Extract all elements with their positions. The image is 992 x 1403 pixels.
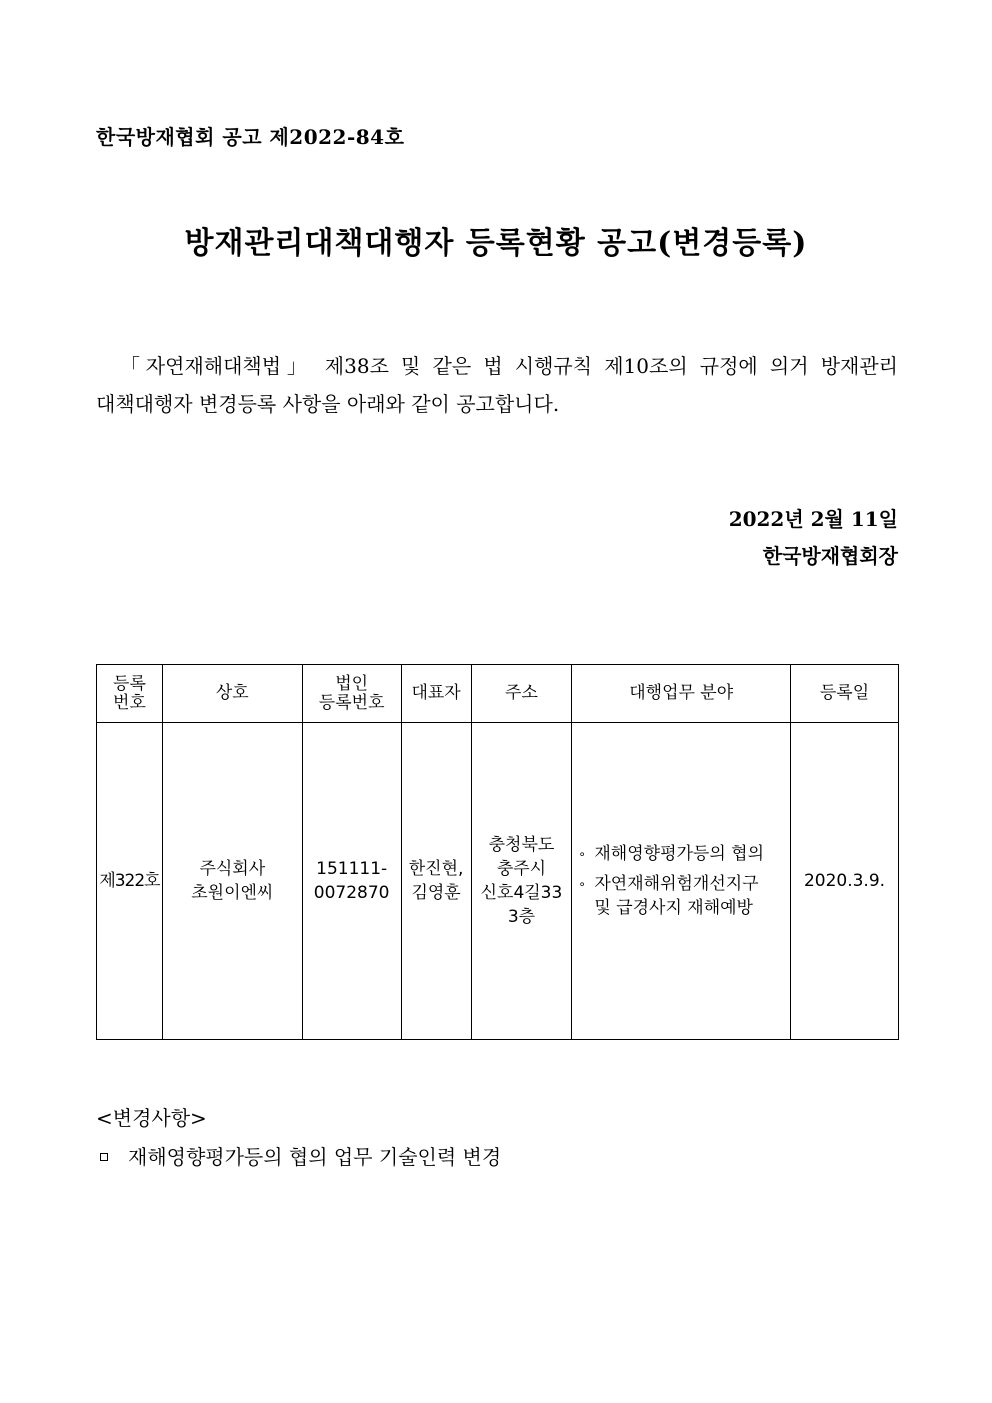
corp-reg-line2: 0072870 bbox=[313, 883, 390, 903]
header-reg-date: 등록일 bbox=[791, 665, 899, 723]
business-item bbox=[578, 872, 788, 896]
cell-representative bbox=[401, 723, 471, 1040]
header-reg-no bbox=[97, 665, 163, 723]
header-corp-reg bbox=[302, 665, 401, 723]
issuer-name: 한국방재협회장 bbox=[762, 544, 898, 568]
header-corp-reg-line2: 등록번호 bbox=[318, 692, 385, 713]
business-item-text: 자연재해위험개선지구 bbox=[594, 874, 759, 894]
address-line3: 신호4길33 bbox=[480, 883, 563, 903]
table-header-row bbox=[97, 665, 899, 723]
cell-company bbox=[162, 723, 302, 1040]
cell-business-field bbox=[572, 723, 791, 1040]
header-reg-no-line1: 등록 bbox=[113, 673, 146, 694]
registration-table bbox=[96, 664, 899, 1040]
cell-address bbox=[471, 723, 572, 1040]
notice-date: 2022년 2월 11일 bbox=[728, 507, 898, 531]
cell-reg-no: 제322호 bbox=[97, 723, 163, 1040]
cell-corp-reg bbox=[302, 723, 401, 1040]
changes-heading: <변경사항> bbox=[96, 1106, 207, 1130]
notice-number: 한국방재협회 공고 제2022-84호 bbox=[96, 125, 405, 149]
business-item-text-continued: 및 급경사지 재해예방 bbox=[594, 898, 753, 918]
corp-reg-line1: 151111- bbox=[316, 859, 388, 879]
header-company: 상호 bbox=[162, 665, 302, 723]
header-representative: 대표자 bbox=[401, 665, 471, 723]
representative-line2: 김영훈 bbox=[411, 883, 461, 903]
header-reg-no-line2: 번호 bbox=[113, 692, 146, 713]
company-line2: 초원이엔씨 bbox=[191, 883, 274, 903]
company-line1: 주식회사 bbox=[199, 859, 266, 879]
header-business-field: 대행업무 분야 bbox=[572, 665, 791, 723]
address-line2: 충주시 bbox=[496, 859, 547, 879]
intro-line-2: 대책대행자 변경등록 사항을 아래와 같이 공고합니다. bbox=[96, 392, 560, 416]
address-line1: 충청북도 bbox=[488, 835, 555, 855]
header-corp-reg-line1: 법인 bbox=[335, 673, 369, 694]
bullet-icon: ∘ bbox=[578, 877, 586, 891]
business-item-text: 재해영향평가등의 협의 bbox=[594, 844, 764, 864]
representative-line1: 한진현, bbox=[408, 859, 464, 879]
changes-item-text: 재해영향평가등의 협의 업무 기술인력 변경 bbox=[128, 1145, 502, 1169]
intro-paragraph bbox=[96, 347, 898, 423]
address-line4: 3층 bbox=[507, 907, 536, 927]
intro-line-1: 「자연재해대책법」 제38조 및 같은 법 시행규칙 제10조의 규정에 의거 방재관리 bbox=[120, 354, 898, 378]
business-item bbox=[578, 842, 788, 866]
page-title: 방재관리대책대행자 등록현황 공고(변경등록) bbox=[184, 226, 808, 261]
table-row bbox=[97, 723, 899, 1040]
changes-item bbox=[100, 1141, 501, 1170]
bullet-icon: ∘ bbox=[578, 847, 586, 861]
square-bullet-icon bbox=[100, 1153, 108, 1161]
header-address: 주소 bbox=[471, 665, 572, 723]
cell-reg-date: 2020.3.9. bbox=[791, 723, 899, 1040]
business-item-continued bbox=[578, 896, 788, 920]
